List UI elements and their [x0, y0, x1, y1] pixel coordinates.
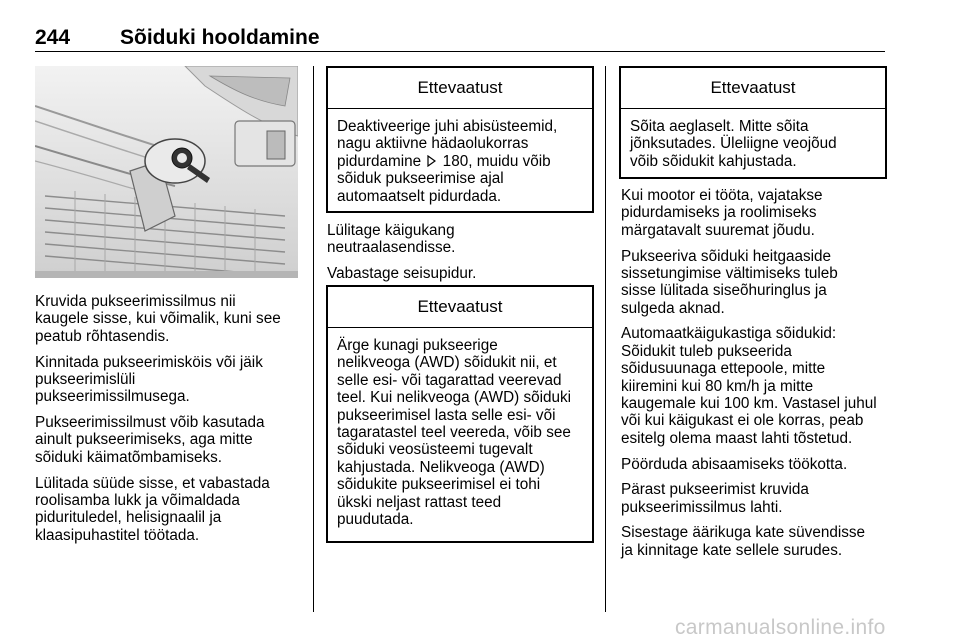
- page-title: Sõiduki hooldamine: [120, 26, 320, 49]
- tow-eye-illustration: [35, 66, 298, 278]
- caution-box-awd-towing: [326, 285, 594, 543]
- caution-box-awd-assist: [326, 66, 594, 213]
- paragraph: Lülitada süüde sisse, et vabastada roolisamba lukk ja võimaldada pidurituledel, helisignaalil ja klaasipuhastitel töötada.: [35, 474, 270, 544]
- caution-title: Ettevaatust: [621, 68, 885, 109]
- right-column-text: [621, 187, 906, 568]
- caution-text: Ärge kunagi pukseerige nelikveoga (AWD) sõidukit nii, et selle esi- või tagarattad veerevad teel. Kui nelikveoga (AWD) sõiduki pukseerimisel lasta selle esi- või tagaratastel teel veereda, võib see sõiduki veosüsteemi tugevalt kahjustada. Nelikveoga (AWD) sõidukite pukseerimisel ei tohi ükski neljast rattast teed puudutada.: [337, 337, 572, 529]
- caution-text-part: 180, muidu võib sõiduk pukseerimise ajal automaatselt pidurdada.: [337, 152, 551, 205]
- paragraph: Automaatkäigukastiga sõidukid: Sõidukit tuleb pukseerida sõidusuunaga ettepoole, mitte kiiremini kui 80 km/h ja mitte kaugemale kui 100 km. Vastasel juhul või kui käigukast ei ole korras, peab esitelg olema maast lahti tõstetud.: [621, 325, 877, 447]
- paragraph: Lülitage käigukang neutraalasendisse.: [327, 222, 456, 257]
- paragraph: Pöörduda abisaamiseks töökotta.: [621, 455, 848, 473]
- page-reference-triangle-icon: [427, 155, 436, 167]
- column-divider-left: [313, 66, 314, 612]
- page-number: 244: [35, 26, 71, 49]
- watermark: carmanualsonline.info: [675, 616, 886, 639]
- caution-text: Sõita aeglaselt. Mitte sõita jõnksutades. Üleliigne veojõud võib sõidukit kahjustada.: [630, 118, 837, 170]
- caution-text: [328, 109, 592, 213]
- left-column: [35, 293, 305, 552]
- tow-eye-bumper-icon: [35, 66, 298, 278]
- page-header: [35, 24, 885, 52]
- column-divider-right: [605, 66, 606, 612]
- paragraph: Kui mootor ei tööta, vajatakse pidurdamiseks ja roolimiseks märgatavalt suuremat jõudu.: [621, 187, 823, 239]
- paragraph: Kinnitada pukseerimisköis või jäik pukseerimislüli pukseerimissilmusega.: [35, 353, 263, 406]
- caution-title: Ettevaatust: [328, 287, 592, 328]
- paragraph: Pukseeriva sõiduki heitgaaside sissetungimise vältimiseks tuleb sisse lülitada siseõhuringlus ja sulgeda aknad.: [621, 247, 838, 317]
- caution-title: Ettevaatust: [328, 68, 592, 109]
- middle-column-text: [327, 222, 597, 291]
- paragraph: Kruvida pukseerimissilmus nii kaugele sisse, kui võimalik, kuni see peatub rõhtasendis.: [35, 293, 281, 345]
- header-rule: [35, 51, 885, 52]
- paragraph: Pärast pukseerimist kruvida pukseerimissilmus lahti.: [621, 481, 809, 516]
- caution-text-part: Deaktiveerige juhi abisüsteemid, nagu aktiivne hädaolukorras pidurdamine: [337, 118, 558, 170]
- paragraph: Sisestage äärikuga kate süvendisse ja kinnitage kate sellele surudes.: [621, 524, 866, 559]
- paragraph: Pukseerimissilmust võib kasutada ainult pukseerimiseks, aga mitte sõiduki käimatõmbamiseks.: [35, 414, 265, 466]
- paragraph: Vabastage seisupidur.: [327, 265, 477, 283]
- caution-box-drive-slowly: [619, 66, 887, 179]
